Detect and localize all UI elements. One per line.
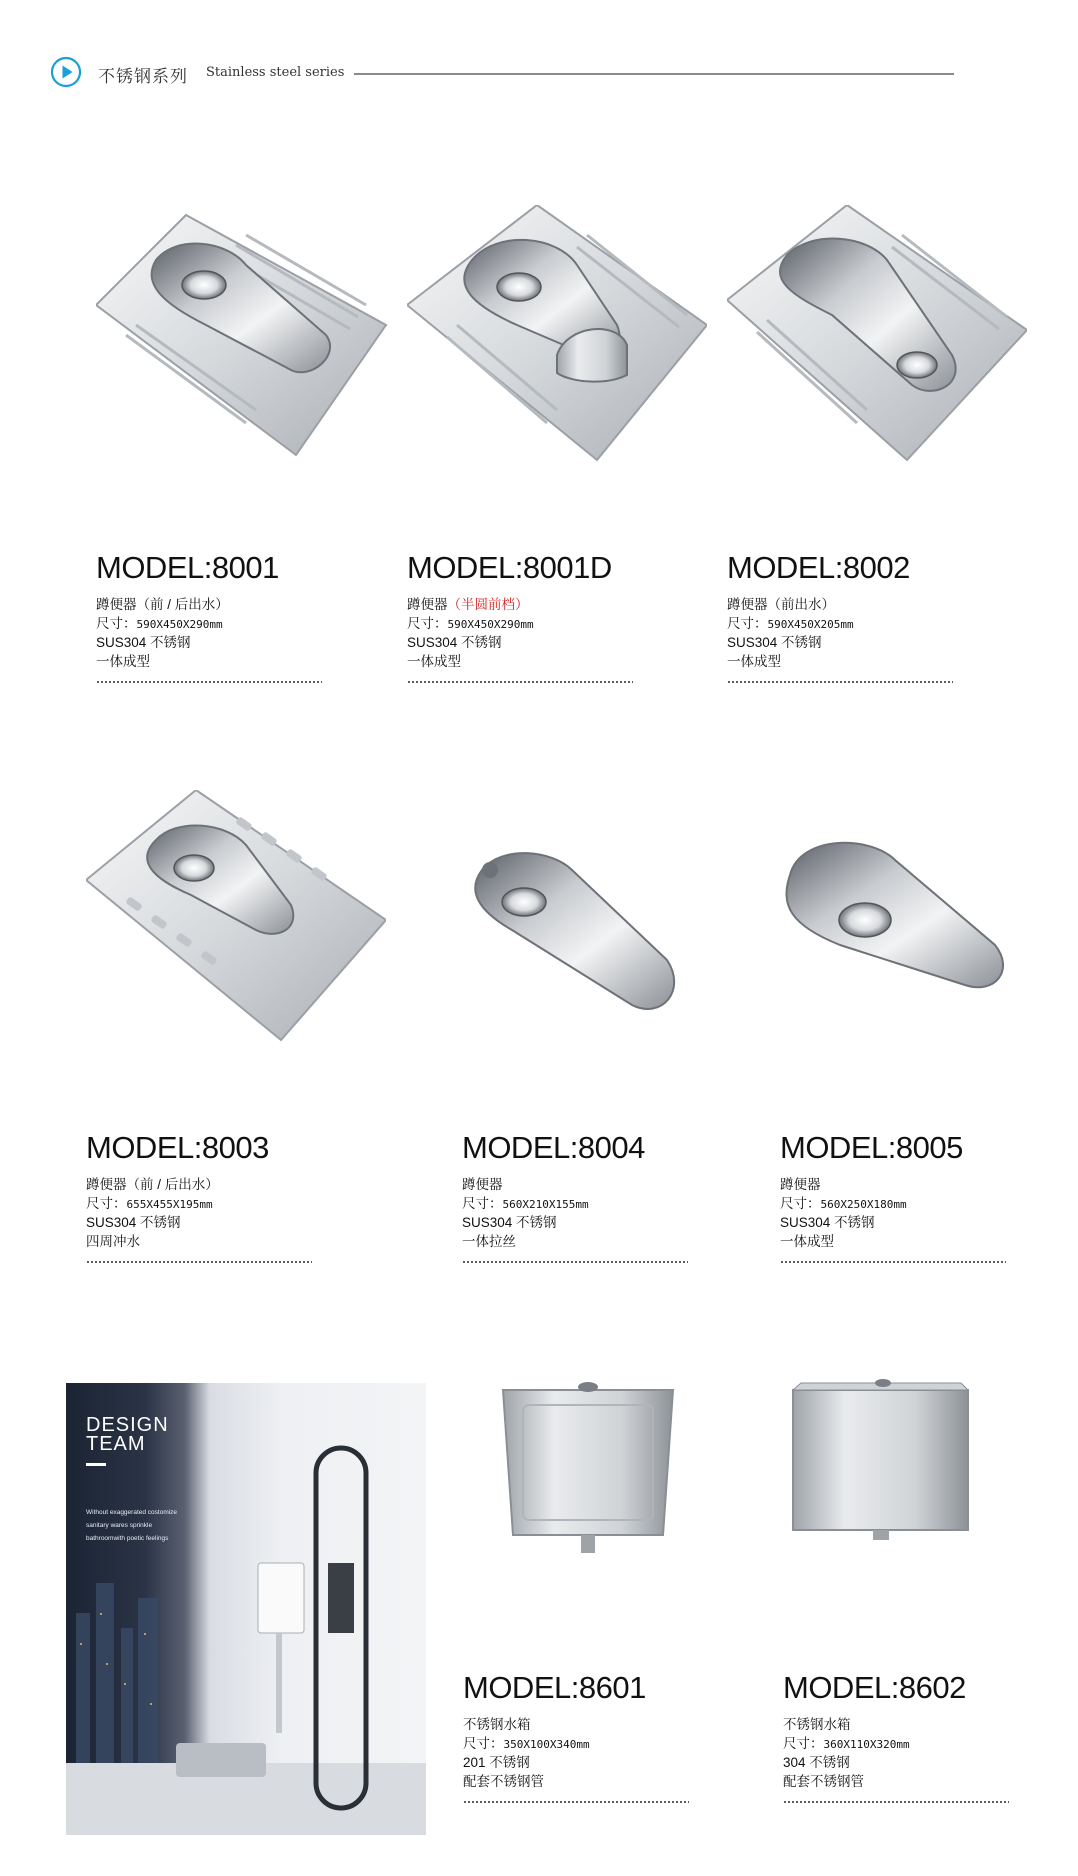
- dotted-divider: [462, 1261, 688, 1263]
- product-card-8602: [783, 1375, 1033, 1845]
- section-title-en: Stainless steel series: [206, 65, 345, 80]
- product-feature: 一体拉丝: [462, 1234, 516, 1249]
- product-type: 蹲便器: [462, 1177, 503, 1192]
- squat-toilet-image: [727, 205, 1027, 465]
- dotted-divider: [86, 1261, 312, 1263]
- product-feature: 一体成型: [407, 654, 461, 669]
- product-material: 304 不锈钢: [783, 1755, 850, 1770]
- product-type: 不锈钢水箱: [783, 1717, 851, 1732]
- photo-caption-line: bathroomwith poetic feelings: [86, 1535, 169, 1542]
- product-material: SUS304 不锈钢: [727, 635, 822, 650]
- product-material: 201 不锈钢: [463, 1755, 530, 1770]
- product-size: 尺寸：590X450X290mm: [407, 616, 534, 631]
- model-number: MODEL:8001D: [407, 550, 612, 585]
- product-material: SUS304 不锈钢: [86, 1215, 181, 1230]
- product-card-8601: [463, 1375, 713, 1845]
- water-tank-image: [463, 1375, 693, 1565]
- product-feature: 一体成型: [780, 1234, 834, 1249]
- product-card-8002: [727, 205, 1027, 705]
- product-size: 尺寸：655X455X195mm: [86, 1196, 213, 1211]
- product-card-8004: [462, 840, 692, 1290]
- dotted-divider: [96, 681, 322, 683]
- section-title-cn: 不锈钢系列: [98, 67, 188, 86]
- model-number: MODEL:8005: [780, 1130, 963, 1165]
- squat-toilet-image: [407, 205, 707, 465]
- dotted-divider: [407, 681, 633, 683]
- product-type: 蹲便器（前出水）: [727, 597, 835, 612]
- product-material: SUS304 不锈钢: [96, 635, 191, 650]
- squat-pan-image: [462, 840, 692, 1040]
- product-type: 蹲便器: [780, 1177, 821, 1192]
- water-tank-image: [783, 1375, 1013, 1565]
- product-type: 不锈钢水箱: [463, 1717, 531, 1732]
- product-size: 尺寸：560X250X180mm: [780, 1196, 907, 1211]
- product-material: SUS304 不锈钢: [407, 635, 502, 650]
- product-card-8005: [780, 835, 1020, 1290]
- product-feature: 一体成型: [727, 654, 781, 669]
- dotted-divider: [780, 1261, 1006, 1263]
- product-feature: 一体成型: [96, 654, 150, 669]
- product-size: 尺寸：590X450X290mm: [96, 616, 223, 631]
- product-card-8001d: [407, 205, 707, 705]
- product-material: SUS304 不锈钢: [780, 1215, 875, 1230]
- squat-toilet-image: [96, 205, 396, 465]
- product-size: 尺寸：350X100X340mm: [463, 1736, 590, 1751]
- product-size: 尺寸：560X210X155mm: [462, 1196, 589, 1211]
- design-team-photo: [66, 1383, 426, 1835]
- model-number: MODEL:8602: [783, 1670, 966, 1705]
- model-number: MODEL:8004: [462, 1130, 645, 1165]
- product-feature: 配套不锈钢管: [783, 1774, 864, 1789]
- product-card-8003: [86, 790, 396, 1290]
- section-header: [50, 56, 950, 88]
- squat-toilet-image: [86, 790, 386, 1050]
- bathroom-scene-illustration: [66, 1383, 426, 1835]
- product-size: 尺寸：360X110X320mm: [783, 1736, 910, 1751]
- product-feature: 四周冲水: [86, 1234, 140, 1249]
- dotted-divider: [783, 1801, 1009, 1803]
- model-number: MODEL:8601: [463, 1670, 646, 1705]
- dotted-divider: [727, 681, 953, 683]
- squat-pan-image: [780, 835, 1020, 1035]
- product-material: SUS304 不锈钢: [462, 1215, 557, 1230]
- product-size: 尺寸：590X450X205mm: [727, 616, 854, 631]
- product-card-8001: [96, 205, 386, 705]
- model-number: MODEL:8001: [96, 550, 279, 585]
- model-number: MODEL:8003: [86, 1130, 269, 1165]
- product-type: 蹲便器（半圆前档）: [407, 597, 529, 612]
- dotted-divider: [463, 1801, 689, 1803]
- model-number: MODEL:8002: [727, 550, 910, 585]
- photo-caption-line: Without exaggerated costomize: [86, 1509, 178, 1516]
- photo-title: DESIGN TEAM: [86, 1414, 169, 1455]
- header-divider: [354, 73, 954, 75]
- product-type: 蹲便器（前 / 后出水）: [96, 597, 229, 612]
- product-type: 蹲便器（前 / 后出水）: [86, 1177, 219, 1192]
- photo-caption-line: sanitary wares sprinkle: [86, 1522, 153, 1529]
- play-icon: [50, 56, 82, 88]
- product-feature: 配套不锈钢管: [463, 1774, 544, 1789]
